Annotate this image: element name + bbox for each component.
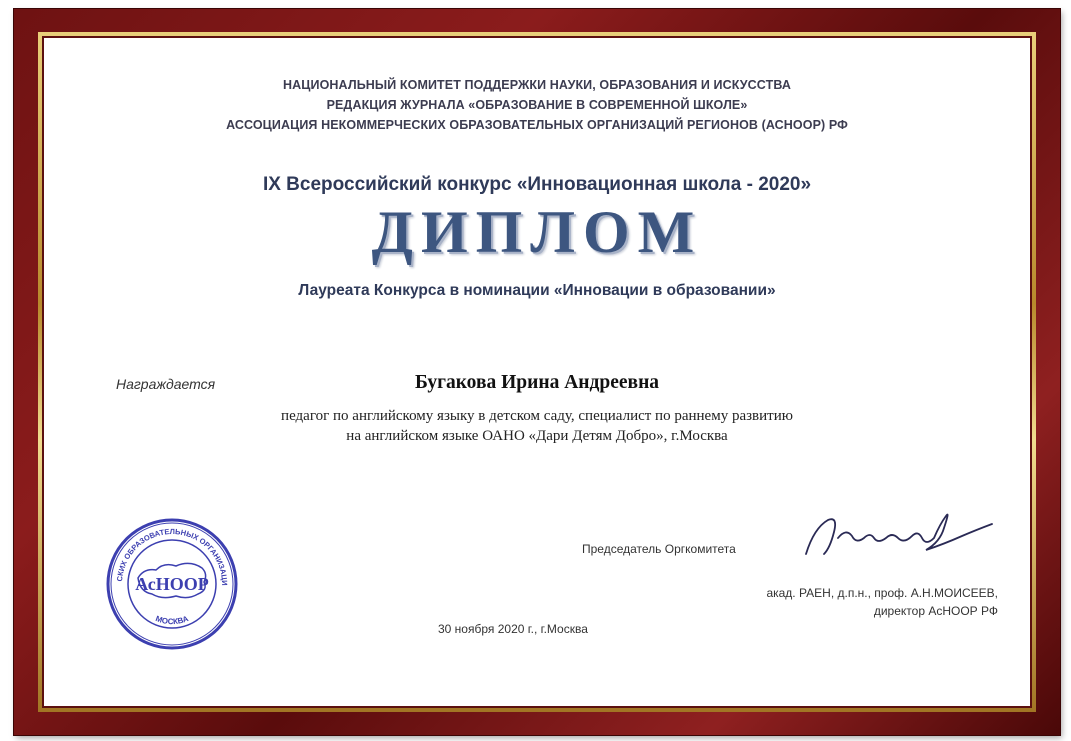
nomination-line: Лауреата Конкурса в номинации «Инновации в образовании» — [298, 282, 776, 299]
gold-border — [38, 32, 1036, 712]
seal-icon — [104, 516, 240, 652]
diploma-paper — [44, 38, 1030, 706]
signatory-role: Председатель Оргкомитета — [582, 542, 736, 556]
signatory-credentials-2: директор АсНООР РФ — [873, 604, 998, 618]
awardee-description-2: на английском языке ОАНО «Дари Детям Добро», г.Москва — [346, 428, 728, 444]
diploma-frame — [14, 9, 1060, 735]
signatory-credentials-1: акад. РАЕН, д.п.н., проф. А.Н.МОИСЕЕВ, — [766, 586, 998, 600]
awarded-label: Награждается — [116, 376, 216, 392]
organization-seal — [104, 516, 240, 652]
org-line-3: АССОЦИАЦИЯ НЕКОММЕРЧЕСКИХ ОБРАЗОВАТЕЛЬНЫХ ОРГАНИЗАЦИЙ РЕГИОНОВ (АСНООР) РФ — [226, 118, 848, 132]
seal-center-text: АсНООР — [135, 574, 209, 594]
contest-title: IX Всероссийский конкурс «Инновационная школа - 2020» — [262, 174, 812, 195]
seal-ring-text: СКИХ ОБРАЗОВАТЕЛЬНЫХ ОРГАНИЗАЦИ — [115, 526, 230, 586]
signature — [794, 498, 1004, 568]
diploma-title: ДИПЛОМ — [371, 199, 703, 265]
seal-bottom-text: МОСКВА — [154, 614, 190, 627]
org-line-1: НАЦИОНАЛЬНЫЙ КОМИТЕТ ПОДДЕРЖКИ НАУКИ, ОБРАЗОВАНИЯ И ИСКУССТВА — [283, 78, 791, 92]
awardee-description-1: педагог по английскому языку в детском саду, специалист по раннему развитию — [281, 408, 793, 424]
org-line-2: РЕДАКЦИЯ ЖУРНАЛА «ОБРАЗОВАНИЕ В СОВРЕМЕННОЙ ШКОЛЕ» — [326, 98, 748, 112]
awardee-name: Бугакова Ирина Андреевна — [414, 372, 660, 393]
date-place: 30 ноября 2020 г., г.Москва — [438, 622, 588, 636]
signature-icon — [794, 498, 1004, 568]
svg-text:МОСКВА — [154, 614, 189, 626]
